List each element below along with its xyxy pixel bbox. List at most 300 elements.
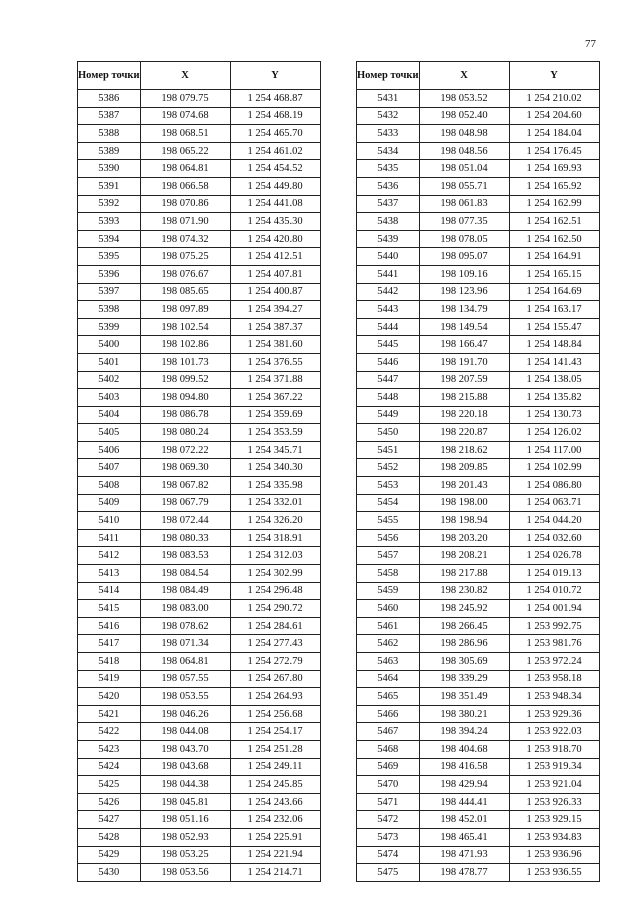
table-row xyxy=(357,389,600,407)
table-row xyxy=(78,371,321,389)
y-coordinate-cell: 1 254 126.02 xyxy=(509,424,599,442)
y-coordinate-cell: 1 254 164.69 xyxy=(509,283,599,301)
x-coordinate-cell: 198 203.20 xyxy=(419,529,509,547)
table-row xyxy=(357,230,600,248)
table-row xyxy=(357,740,600,758)
y-coordinate-cell: 1 253 936.96 xyxy=(509,846,599,864)
y-coordinate-cell: 1 254 461.02 xyxy=(230,142,320,160)
table-row xyxy=(78,107,321,125)
table-row xyxy=(78,265,321,283)
x-coordinate-cell: 198 048.56 xyxy=(419,142,509,160)
x-coordinate-cell: 198 075.25 xyxy=(140,248,230,266)
x-coordinate-cell: 198 076.67 xyxy=(140,265,230,283)
point-number-cell: 5446 xyxy=(357,353,420,371)
point-number-cell: 5392 xyxy=(78,195,141,213)
table-row xyxy=(78,776,321,794)
point-number-cell: 5467 xyxy=(357,723,420,741)
point-number-cell: 5408 xyxy=(78,477,141,495)
point-number-cell: 5421 xyxy=(78,705,141,723)
y-coordinate-cell: 1 254 032.60 xyxy=(509,529,599,547)
point-number-cell: 5475 xyxy=(357,864,420,882)
table-header-row xyxy=(357,62,600,90)
y-coordinate-cell: 1 254 312.03 xyxy=(230,547,320,565)
point-number-cell: 5449 xyxy=(357,406,420,424)
table-row xyxy=(78,177,321,195)
x-coordinate-cell: 198 191.70 xyxy=(419,353,509,371)
y-coordinate-cell: 1 254 296.48 xyxy=(230,582,320,600)
table-body-left xyxy=(78,90,321,882)
x-coordinate-cell: 198 416.58 xyxy=(419,758,509,776)
table-row xyxy=(78,565,321,583)
y-coordinate-cell: 1 254 277.43 xyxy=(230,635,320,653)
point-number-cell: 5466 xyxy=(357,705,420,723)
x-coordinate-cell: 198 072.22 xyxy=(140,441,230,459)
table-row xyxy=(357,793,600,811)
y-coordinate-cell: 1 254 251.28 xyxy=(230,740,320,758)
y-coordinate-cell: 1 253 921.04 xyxy=(509,776,599,794)
point-number-cell: 5423 xyxy=(78,740,141,758)
y-coordinate-cell: 1 254 254.17 xyxy=(230,723,320,741)
table-row xyxy=(357,177,600,195)
y-coordinate-cell: 1 254 302.99 xyxy=(230,565,320,583)
x-coordinate-cell: 198 452.01 xyxy=(419,811,509,829)
point-number-cell: 5473 xyxy=(357,828,420,846)
table-row xyxy=(78,688,321,706)
point-number-cell: 5407 xyxy=(78,459,141,477)
y-coordinate-cell: 1 253 918.70 xyxy=(509,740,599,758)
point-number-cell: 5434 xyxy=(357,142,420,160)
point-number-cell: 5400 xyxy=(78,336,141,354)
table-row xyxy=(78,846,321,864)
y-coordinate-cell: 1 254 256.68 xyxy=(230,705,320,723)
y-coordinate-cell: 1 254 169.93 xyxy=(509,160,599,178)
table-row xyxy=(357,125,600,143)
y-coordinate-cell: 1 253 948.34 xyxy=(509,688,599,706)
point-number-cell: 5390 xyxy=(78,160,141,178)
y-coordinate-cell: 1 254 435.30 xyxy=(230,213,320,231)
table-row xyxy=(78,635,321,653)
y-coordinate-cell: 1 254 162.51 xyxy=(509,213,599,231)
x-coordinate-cell: 198 079.75 xyxy=(140,90,230,108)
point-number-cell: 5451 xyxy=(357,441,420,459)
table-row xyxy=(78,723,321,741)
table-row xyxy=(78,318,321,336)
y-coordinate-cell: 1 254 284.61 xyxy=(230,617,320,635)
table-row xyxy=(357,688,600,706)
x-coordinate-cell: 198 080.24 xyxy=(140,424,230,442)
table-row xyxy=(357,441,600,459)
point-number-cell: 5415 xyxy=(78,600,141,618)
y-coordinate-cell: 1 253 992.75 xyxy=(509,617,599,635)
y-coordinate-cell: 1 254 044.20 xyxy=(509,512,599,530)
x-coordinate-cell: 198 101.73 xyxy=(140,353,230,371)
x-coordinate-cell: 198 217.88 xyxy=(419,565,509,583)
point-number-cell: 5465 xyxy=(357,688,420,706)
x-coordinate-cell: 198 046.26 xyxy=(140,705,230,723)
table-row xyxy=(78,389,321,407)
point-number-cell: 5457 xyxy=(357,547,420,565)
y-coordinate-cell: 1 254 468.87 xyxy=(230,90,320,108)
table-row xyxy=(78,424,321,442)
x-coordinate-cell: 198 166.47 xyxy=(419,336,509,354)
header-y: Y xyxy=(230,62,320,90)
point-number-cell: 5419 xyxy=(78,670,141,688)
table-row xyxy=(357,283,600,301)
y-coordinate-cell: 1 254 164.91 xyxy=(509,248,599,266)
table-row xyxy=(78,90,321,108)
x-coordinate-cell: 198 043.68 xyxy=(140,758,230,776)
point-number-cell: 5452 xyxy=(357,459,420,477)
point-number-cell: 5453 xyxy=(357,477,420,495)
x-coordinate-cell: 198 478.77 xyxy=(419,864,509,882)
y-coordinate-cell: 1 254 176.45 xyxy=(509,142,599,160)
table-row xyxy=(78,600,321,618)
y-coordinate-cell: 1 253 972.24 xyxy=(509,653,599,671)
point-number-cell: 5388 xyxy=(78,125,141,143)
table-row xyxy=(357,758,600,776)
x-coordinate-cell: 198 198.94 xyxy=(419,512,509,530)
table-row xyxy=(78,336,321,354)
y-coordinate-cell: 1 254 163.17 xyxy=(509,301,599,319)
x-coordinate-cell: 198 218.62 xyxy=(419,441,509,459)
y-coordinate-cell: 1 253 981.76 xyxy=(509,635,599,653)
y-coordinate-cell: 1 254 162.50 xyxy=(509,230,599,248)
x-coordinate-cell: 198 078.05 xyxy=(419,230,509,248)
point-number-cell: 5399 xyxy=(78,318,141,336)
x-coordinate-cell: 198 067.82 xyxy=(140,477,230,495)
header-point-number: Номер точки xyxy=(78,62,141,90)
x-coordinate-cell: 198 351.49 xyxy=(419,688,509,706)
x-coordinate-cell: 198 044.38 xyxy=(140,776,230,794)
x-coordinate-cell: 198 071.90 xyxy=(140,213,230,231)
table-row xyxy=(78,793,321,811)
y-coordinate-cell: 1 254 232.06 xyxy=(230,811,320,829)
table-row xyxy=(78,547,321,565)
point-number-cell: 5427 xyxy=(78,811,141,829)
y-coordinate-cell: 1 254 204.60 xyxy=(509,107,599,125)
point-number-cell: 5459 xyxy=(357,582,420,600)
point-number-cell: 5430 xyxy=(78,864,141,882)
point-number-cell: 5386 xyxy=(78,90,141,108)
x-coordinate-cell: 198 064.81 xyxy=(140,653,230,671)
table-row xyxy=(78,811,321,829)
y-coordinate-cell: 1 254 148.84 xyxy=(509,336,599,354)
coordinates-table-left xyxy=(77,61,321,882)
point-number-cell: 5432 xyxy=(357,107,420,125)
table-row xyxy=(78,529,321,547)
point-number-cell: 5428 xyxy=(78,828,141,846)
table-row xyxy=(357,353,600,371)
table-row xyxy=(357,635,600,653)
table-row xyxy=(357,705,600,723)
point-number-cell: 5474 xyxy=(357,846,420,864)
table-row xyxy=(357,107,600,125)
table-row xyxy=(357,600,600,618)
x-coordinate-cell: 198 074.68 xyxy=(140,107,230,125)
x-coordinate-cell: 198 045.81 xyxy=(140,793,230,811)
point-number-cell: 5402 xyxy=(78,371,141,389)
y-coordinate-cell: 1 254 063.71 xyxy=(509,494,599,512)
point-number-cell: 5420 xyxy=(78,688,141,706)
x-coordinate-cell: 198 429.94 xyxy=(419,776,509,794)
table-row xyxy=(78,353,321,371)
y-coordinate-cell: 1 254 353.59 xyxy=(230,424,320,442)
y-coordinate-cell: 1 254 381.60 xyxy=(230,336,320,354)
table-row xyxy=(357,512,600,530)
x-coordinate-cell: 198 053.25 xyxy=(140,846,230,864)
table-row xyxy=(357,477,600,495)
table-row xyxy=(357,318,600,336)
table-row xyxy=(357,529,600,547)
y-coordinate-cell: 1 254 272.79 xyxy=(230,653,320,671)
table-row xyxy=(78,406,321,424)
x-coordinate-cell: 198 077.35 xyxy=(419,213,509,231)
point-number-cell: 5442 xyxy=(357,283,420,301)
point-number-cell: 5443 xyxy=(357,301,420,319)
y-coordinate-cell: 1 254 225.91 xyxy=(230,828,320,846)
point-number-cell: 5426 xyxy=(78,793,141,811)
point-number-cell: 5404 xyxy=(78,406,141,424)
x-coordinate-cell: 198 070.86 xyxy=(140,195,230,213)
table-row xyxy=(357,213,600,231)
point-number-cell: 5461 xyxy=(357,617,420,635)
point-number-cell: 5470 xyxy=(357,776,420,794)
x-coordinate-cell: 198 099.52 xyxy=(140,371,230,389)
y-coordinate-cell: 1 254 345.71 xyxy=(230,441,320,459)
table-row xyxy=(357,828,600,846)
y-coordinate-cell: 1 254 165.92 xyxy=(509,177,599,195)
x-coordinate-cell: 198 245.92 xyxy=(419,600,509,618)
y-coordinate-cell: 1 254 010.72 xyxy=(509,582,599,600)
point-number-cell: 5389 xyxy=(78,142,141,160)
table-row xyxy=(357,160,600,178)
x-coordinate-cell: 198 471.93 xyxy=(419,846,509,864)
table-row xyxy=(78,653,321,671)
table-row xyxy=(78,582,321,600)
table-row xyxy=(357,336,600,354)
point-number-cell: 5435 xyxy=(357,160,420,178)
point-number-cell: 5393 xyxy=(78,213,141,231)
y-coordinate-cell: 1 254 001.94 xyxy=(509,600,599,618)
y-coordinate-cell: 1 254 359.69 xyxy=(230,406,320,424)
y-coordinate-cell: 1 254 102.99 xyxy=(509,459,599,477)
y-coordinate-cell: 1 254 214.71 xyxy=(230,864,320,882)
x-coordinate-cell: 198 071.34 xyxy=(140,635,230,653)
point-number-cell: 5444 xyxy=(357,318,420,336)
point-number-cell: 5437 xyxy=(357,195,420,213)
y-coordinate-cell: 1 254 117.00 xyxy=(509,441,599,459)
point-number-cell: 5391 xyxy=(78,177,141,195)
y-coordinate-cell: 1 253 936.55 xyxy=(509,864,599,882)
x-coordinate-cell: 198 209.85 xyxy=(419,459,509,477)
point-number-cell: 5463 xyxy=(357,653,420,671)
x-coordinate-cell: 198 109.16 xyxy=(419,265,509,283)
x-coordinate-cell: 198 208.21 xyxy=(419,547,509,565)
point-number-cell: 5411 xyxy=(78,529,141,547)
y-coordinate-cell: 1 253 919.34 xyxy=(509,758,599,776)
point-number-cell: 5409 xyxy=(78,494,141,512)
header-y: Y xyxy=(509,62,599,90)
x-coordinate-cell: 198 044.08 xyxy=(140,723,230,741)
table-row xyxy=(78,705,321,723)
point-number-cell: 5416 xyxy=(78,617,141,635)
point-number-cell: 5447 xyxy=(357,371,420,389)
table-row xyxy=(78,248,321,266)
y-coordinate-cell: 1 253 922.03 xyxy=(509,723,599,741)
table-row xyxy=(78,230,321,248)
y-coordinate-cell: 1 254 290.72 xyxy=(230,600,320,618)
x-coordinate-cell: 198 048.98 xyxy=(419,125,509,143)
point-number-cell: 5401 xyxy=(78,353,141,371)
point-number-cell: 5418 xyxy=(78,653,141,671)
table-row xyxy=(357,142,600,160)
point-number-cell: 5458 xyxy=(357,565,420,583)
table-row xyxy=(357,617,600,635)
table-row xyxy=(78,301,321,319)
x-coordinate-cell: 198 051.16 xyxy=(140,811,230,829)
y-coordinate-cell: 1 254 420.80 xyxy=(230,230,320,248)
header-x: X xyxy=(419,62,509,90)
point-number-cell: 5433 xyxy=(357,125,420,143)
table-row xyxy=(357,195,600,213)
point-number-cell: 5410 xyxy=(78,512,141,530)
x-coordinate-cell: 198 220.87 xyxy=(419,424,509,442)
table-row xyxy=(357,547,600,565)
x-coordinate-cell: 198 220.18 xyxy=(419,406,509,424)
table-row xyxy=(357,90,600,108)
x-coordinate-cell: 198 051.04 xyxy=(419,160,509,178)
point-number-cell: 5469 xyxy=(357,758,420,776)
table-row xyxy=(78,160,321,178)
x-coordinate-cell: 198 134.79 xyxy=(419,301,509,319)
x-coordinate-cell: 198 086.78 xyxy=(140,406,230,424)
y-coordinate-cell: 1 254 340.30 xyxy=(230,459,320,477)
point-number-cell: 5397 xyxy=(78,283,141,301)
y-coordinate-cell: 1 254 249.11 xyxy=(230,758,320,776)
y-coordinate-cell: 1 254 130.73 xyxy=(509,406,599,424)
x-coordinate-cell: 198 066.58 xyxy=(140,177,230,195)
point-number-cell: 5460 xyxy=(357,600,420,618)
y-coordinate-cell: 1 253 929.36 xyxy=(509,705,599,723)
x-coordinate-cell: 198 380.21 xyxy=(419,705,509,723)
x-coordinate-cell: 198 083.00 xyxy=(140,600,230,618)
x-coordinate-cell: 198 074.32 xyxy=(140,230,230,248)
x-coordinate-cell: 198 080.33 xyxy=(140,529,230,547)
table-row xyxy=(78,213,321,231)
point-number-cell: 5395 xyxy=(78,248,141,266)
y-coordinate-cell: 1 254 019.13 xyxy=(509,565,599,583)
point-number-cell: 5429 xyxy=(78,846,141,864)
x-coordinate-cell: 198 215.88 xyxy=(419,389,509,407)
x-coordinate-cell: 198 064.81 xyxy=(140,160,230,178)
point-number-cell: 5439 xyxy=(357,230,420,248)
y-coordinate-cell: 1 254 387.37 xyxy=(230,318,320,336)
point-number-cell: 5425 xyxy=(78,776,141,794)
table-row xyxy=(357,459,600,477)
table-row xyxy=(357,670,600,688)
y-coordinate-cell: 1 254 155.47 xyxy=(509,318,599,336)
x-coordinate-cell: 198 339.29 xyxy=(419,670,509,688)
x-coordinate-cell: 198 305.69 xyxy=(419,653,509,671)
x-coordinate-cell: 198 094.80 xyxy=(140,389,230,407)
point-number-cell: 5440 xyxy=(357,248,420,266)
x-coordinate-cell: 198 286.96 xyxy=(419,635,509,653)
table-body-right xyxy=(357,90,600,882)
point-number-cell: 5468 xyxy=(357,740,420,758)
y-coordinate-cell: 1 254 441.08 xyxy=(230,195,320,213)
x-coordinate-cell: 198 102.86 xyxy=(140,336,230,354)
y-coordinate-cell: 1 254 400.87 xyxy=(230,283,320,301)
table-row xyxy=(78,670,321,688)
y-coordinate-cell: 1 254 184.04 xyxy=(509,125,599,143)
point-number-cell: 5422 xyxy=(78,723,141,741)
x-coordinate-cell: 198 072.44 xyxy=(140,512,230,530)
y-coordinate-cell: 1 254 468.19 xyxy=(230,107,320,125)
table-row xyxy=(78,617,321,635)
table-row xyxy=(78,441,321,459)
y-coordinate-cell: 1 254 326.20 xyxy=(230,512,320,530)
point-number-cell: 5431 xyxy=(357,90,420,108)
x-coordinate-cell: 198 065.22 xyxy=(140,142,230,160)
y-coordinate-cell: 1 254 264.93 xyxy=(230,688,320,706)
x-coordinate-cell: 198 123.96 xyxy=(419,283,509,301)
table-header-row xyxy=(78,62,321,90)
y-coordinate-cell: 1 254 026.78 xyxy=(509,547,599,565)
table-row xyxy=(357,811,600,829)
point-number-cell: 5450 xyxy=(357,424,420,442)
y-coordinate-cell: 1 254 394.27 xyxy=(230,301,320,319)
y-coordinate-cell: 1 254 165.15 xyxy=(509,265,599,283)
point-number-cell: 5456 xyxy=(357,529,420,547)
x-coordinate-cell: 198 053.56 xyxy=(140,864,230,882)
point-number-cell: 5454 xyxy=(357,494,420,512)
point-number-cell: 5387 xyxy=(78,107,141,125)
table-row xyxy=(357,723,600,741)
table-row xyxy=(78,740,321,758)
table-row xyxy=(357,371,600,389)
table-row xyxy=(78,459,321,477)
x-coordinate-cell: 198 055.71 xyxy=(419,177,509,195)
point-number-cell: 5405 xyxy=(78,424,141,442)
table-row xyxy=(78,864,321,882)
x-coordinate-cell: 198 149.54 xyxy=(419,318,509,336)
y-coordinate-cell: 1 254 245.85 xyxy=(230,776,320,794)
point-number-cell: 5441 xyxy=(357,265,420,283)
point-number-cell: 5464 xyxy=(357,670,420,688)
x-coordinate-cell: 198 069.30 xyxy=(140,459,230,477)
table-row xyxy=(357,248,600,266)
point-number-cell: 5471 xyxy=(357,793,420,811)
y-coordinate-cell: 1 253 929.15 xyxy=(509,811,599,829)
point-number-cell: 5448 xyxy=(357,389,420,407)
x-coordinate-cell: 198 078.62 xyxy=(140,617,230,635)
y-coordinate-cell: 1 254 141.43 xyxy=(509,353,599,371)
table-row xyxy=(78,512,321,530)
y-coordinate-cell: 1 254 367.22 xyxy=(230,389,320,407)
y-coordinate-cell: 1 254 210.02 xyxy=(509,90,599,108)
x-coordinate-cell: 198 053.55 xyxy=(140,688,230,706)
x-coordinate-cell: 198 444.41 xyxy=(419,793,509,811)
x-coordinate-cell: 198 083.53 xyxy=(140,547,230,565)
x-coordinate-cell: 198 068.51 xyxy=(140,125,230,143)
y-coordinate-cell: 1 254 335.98 xyxy=(230,477,320,495)
point-number-cell: 5412 xyxy=(78,547,141,565)
point-number-cell: 5445 xyxy=(357,336,420,354)
x-coordinate-cell: 198 043.70 xyxy=(140,740,230,758)
y-coordinate-cell: 1 254 318.91 xyxy=(230,529,320,547)
x-coordinate-cell: 198 095.07 xyxy=(419,248,509,266)
y-coordinate-cell: 1 254 407.81 xyxy=(230,265,320,283)
